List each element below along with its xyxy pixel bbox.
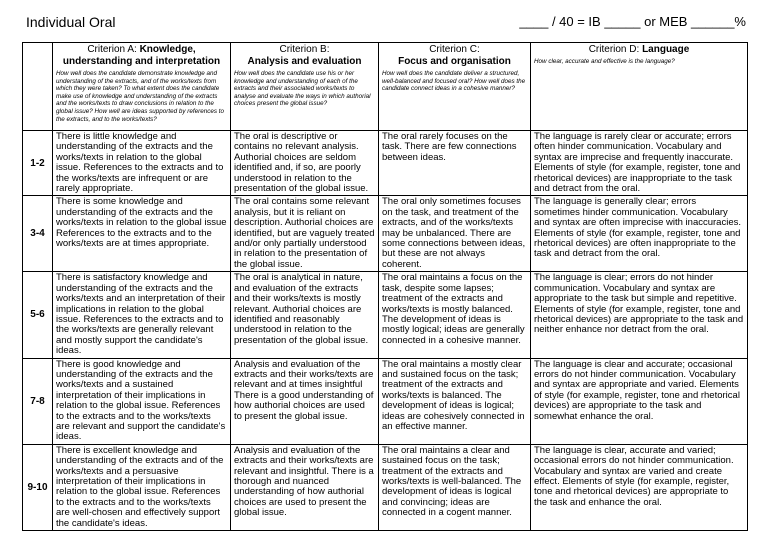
criterion-a-header — [53, 43, 231, 131]
band-header-cell — [23, 43, 53, 131]
criterion-d-descriptor: The language is clear; errors do not hinder communication. Vocabulary and syntax are appropriate to the task but simple and repetitive. Elements of style (for example, register, tone and rhetorical devices) are appropriate to the task and neither enhance nor detract from the oral. — [531, 272, 748, 358]
criterion-a-descriptor: There is little knowledge and understanding of the extracts and the works/texts in relation to the global issue. References to the extracts and to the works/texts are infrequent or are rarely appropriate. — [53, 131, 231, 196]
criterion-a-label: Criterion A: — [87, 44, 140, 55]
rubric-table — [22, 42, 748, 531]
criterion-d-descriptor: The language is generally clear; errors sometimes hinder communication. Vocabulary and syntax are often imprecise with inaccuracies. Elements of style (for example, register, tone and rhetorical devices) are often inappropriate to the task and detract from the oral. — [531, 196, 748, 272]
criterion-a-subtitle: understanding and interpretation — [62, 56, 221, 67]
criterion-d-descriptor: The language is clear, accurate and varied; occasional errors do not hinder communication. Vocabulary and syntax are varied and create effect. Elements of style (for example, register, tone and rhetorical devices) are appropriate to the task and enhance the oral. — [531, 444, 748, 530]
criterion-c-descriptor: The oral maintains a mostly clear and sustained focus on the task; treatment of the extracts and works/texts is balanced. The development of ideas is logical; ideas are cohesively connected in an effective manner. — [379, 358, 531, 444]
table-row — [23, 131, 748, 196]
criterion-a-label-bold: Knowledge, — [139, 44, 196, 55]
criterion-c-question: How well does the candidate deliver a structured, well-balanced and focused oral? How well does the candidate connect ideas in a cohesive manner? — [382, 70, 526, 93]
band-label: 1-2 — [23, 131, 53, 196]
band-label: 5-6 — [23, 272, 53, 358]
criterion-b-descriptor: The oral is analytical in nature, and evaluation of the extracts and their works/texts is mostly relevant. Authorial choices are identified and reasonably understood in relation to the presentation of the global issue. — [231, 272, 379, 358]
criterion-b-subtitle: Analysis and evaluation — [247, 56, 362, 67]
criterion-a-descriptor: There is satisfactory knowledge and understanding of the extracts and the works/texts and an interpretation of their implications in relation to the global issue. References to the extracts and to the works/texts are generally relevant and mostly support the candidate's ideas. — [53, 272, 231, 358]
criterion-c-descriptor: The oral only sometimes focuses on the task, and treatment of the extracts, and of the works/texts may be unbalanced. There are some connections between ideas, but these are not always coherent. — [379, 196, 531, 272]
criterion-b-label: Criterion B: — [279, 44, 330, 55]
criterion-d-label: Criterion D: — [588, 44, 643, 55]
criterion-d-header — [531, 43, 748, 131]
criterion-a-descriptor: There is excellent knowledge and understanding of the extracts and of the works/texts and a persuasive interpretation of their implications in relation to the global issue. References to the extracts and to the works/texts are well-chosen and effectively support the candidate's ideas. — [53, 444, 231, 530]
criterion-b-descriptor: Analysis and evaluation of the extracts and their works/texts are relevant and at times insightful There is a good understanding of how authorial choices are used to present the global issue. — [231, 358, 379, 444]
criterion-c-label: Criterion C: — [429, 44, 480, 55]
criterion-b-descriptor: The oral contains some relevant analysis, but it is reliant on description. Authorial choices are identified, but are vaguely treated and/or only partially understood in relation to the presentation of the global issue. — [231, 196, 379, 272]
criterion-c-header — [379, 43, 531, 131]
criterion-a-descriptor: There is good knowledge and understanding of the extracts and the works/texts and a sustained interpretation of their implications in relation to the global issue. References to the extracts and to the works/texts are relevant and support the candidate's ideas. — [53, 358, 231, 444]
criterion-d-label-bold: Language — [642, 44, 690, 55]
criterion-c-descriptor: The oral maintains a focus on the task, despite some lapses; treatment of the extracts and works/texts is mostly balanced. The development of ideas is mostly logical; ideas are generally connected in a cohesive manner. — [379, 272, 531, 358]
criterion-d-question: How clear, accurate and effective is the language? — [534, 58, 675, 65]
page-header — [26, 14, 746, 34]
criterion-a-descriptor: There is some knowledge and understanding of the extracts and the works/texts in relation to the global issue References to the extracts and to the works/texts are at times appropriate. — [53, 196, 231, 272]
criterion-d-descriptor: The language is clear and accurate; occasional errors do not hinder communication. Vocabulary and syntax are appropriate and varied. Elements of style (for example, register, tone and rhetorical devices) are appropriate to the task and somewhat enhance the oral. — [531, 358, 748, 444]
criteria-header-row — [23, 43, 748, 131]
criterion-c-descriptor: The oral maintains a clear and sustained focus on the task; treatment of the extracts and works/texts is well-balanced. The development of ideas is logical and convincing; ideas are connected in a cogent manner. — [379, 444, 531, 530]
band-label: 9-10 — [23, 444, 53, 530]
band-label: 7-8 — [23, 358, 53, 444]
table-row — [23, 196, 748, 272]
band-label: 3-4 — [23, 196, 53, 272]
criterion-b-descriptor: The oral is descriptive or contains no relevant analysis. Authorial choices are seldom identified and, if so, are poorly understood in relation to the presentation of the global issue. — [231, 131, 379, 196]
criterion-c-subtitle: Focus and organisation — [398, 56, 511, 67]
criterion-c-descriptor: The oral rarely focuses on the task. There are few connections between ideas. — [379, 131, 531, 196]
criterion-b-descriptor: Analysis and evaluation of the extracts and their works/texts are relevant and insightful. There is a thorough and nuanced understanding of how authorial choices are used to present the global issue. — [231, 444, 379, 530]
table-row — [23, 272, 748, 358]
table-row — [23, 444, 748, 530]
page-title: Individual Oral — [26, 14, 116, 30]
criterion-b-question: How well does the candidate use his or her knowledge and understanding of each of the extracts and their associated works/texts to analyse and evaluate the ways in which authorial choices present the global issue? — [234, 70, 371, 108]
score-line: ____ / 40 = IB _____ or MEB ______% — [519, 14, 746, 29]
table-row — [23, 358, 748, 444]
criterion-a-question: How well does the candidate demonstrate knowledge and understanding of the extracts, and of the works/texts from which they were taken? To what extent does the candidate make use of knowledge and understanding of the extracts and the works/texts to draw conclusions in relation to the global issue? How well are ideas supported by references to the extracts, and to the works/texts? — [56, 70, 225, 123]
criterion-b-header — [231, 43, 379, 131]
criterion-d-descriptor: The language is rarely clear or accurate; errors often hinder communication. Vocabulary and syntax are imprecise and frequently inaccurate. Elements of style (for example, register, tone and rhetorical devices) are inappropriate to the task and detract from the oral. — [531, 131, 748, 196]
